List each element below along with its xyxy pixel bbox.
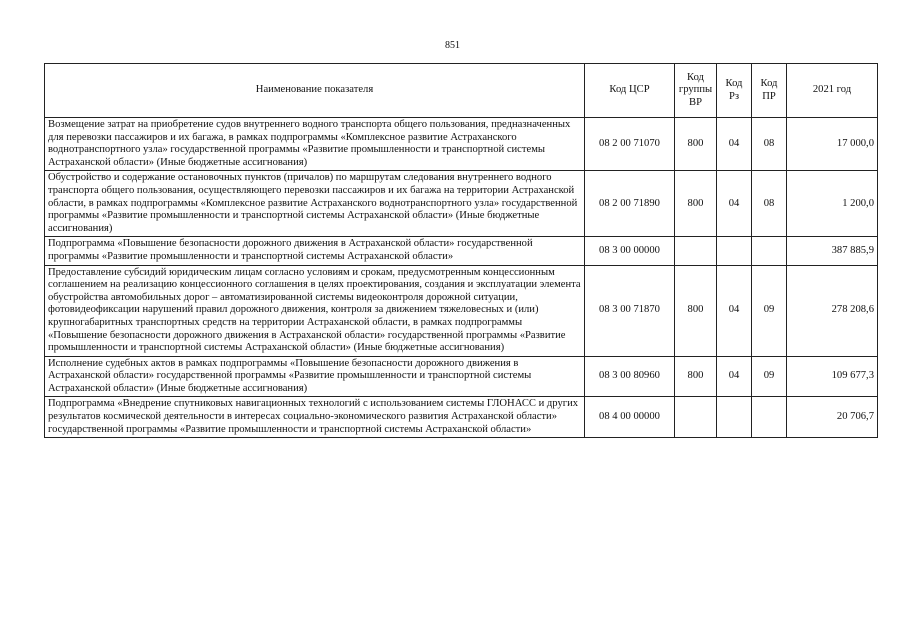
header-csr: Код ЦСР — [585, 64, 675, 118]
row-amount: 278 208,6 — [787, 265, 878, 356]
table-row — [45, 118, 878, 171]
row-pr: 08 — [752, 171, 787, 237]
row-vr: 800 — [675, 118, 717, 171]
row-vr — [675, 237, 717, 265]
row-csr: 08 3 00 71870 — [585, 265, 675, 356]
row-vr — [675, 397, 717, 438]
row-name: Подпрограмма «Внедрение спутниковых навигационных технологий с использованием системы ГЛОНАСС и других результатов космической деятельности в интересах социально-экономического развития Астраханской области» государственной программы «Развитие промышленности и транспортной системы Астраханской области» — [45, 397, 585, 438]
row-rz — [717, 237, 752, 265]
header-pr: Код ПР — [752, 64, 787, 118]
row-rz: 04 — [717, 356, 752, 397]
table-row — [45, 265, 878, 356]
header-name: Наименование показателя — [45, 64, 585, 118]
row-csr: 08 4 00 00000 — [585, 397, 675, 438]
row-pr — [752, 397, 787, 438]
row-amount: 17 000,0 — [787, 118, 878, 171]
header-year: 2021 год — [787, 64, 878, 118]
header-rz: Код Рз — [717, 64, 752, 118]
row-amount: 20 706,7 — [787, 397, 878, 438]
row-csr: 08 2 00 71070 — [585, 118, 675, 171]
row-pr: 09 — [752, 356, 787, 397]
row-vr: 800 — [675, 356, 717, 397]
row-pr: 08 — [752, 118, 787, 171]
row-csr: 08 3 00 00000 — [585, 237, 675, 265]
header-vr: Код группы ВР — [675, 64, 717, 118]
row-csr: 08 2 00 71890 — [585, 171, 675, 237]
row-pr — [752, 237, 787, 265]
row-csr: 08 3 00 80960 — [585, 356, 675, 397]
row-rz: 04 — [717, 118, 752, 171]
row-rz: 04 — [717, 171, 752, 237]
table-row — [45, 397, 878, 438]
row-name: Подпрограмма «Повышение безопасности дорожного движения в Астраханской области» государственной программы «Развитие промышленности и транспортной системы Астраханской области» — [45, 237, 585, 265]
row-name: Предоставление субсидий юридическим лицам согласно условиям и срокам, предусмотренным концессионным соглашением на реализацию концессионного соглашения в целях проектирования, создания и эксплуатации элемента обустройства автомобильных дорог – автоматизированной системы видеоконтроля дорожной ситуации, фотовидеофиксации нарушений правил дорожного движения, контроля за движением тяжеловесных и (или) крупногабаритных транспортных средств на территории Астраханской области, в рамках подпрограммы «Повышение безопасности дорожного движения в Астраханской области» государственной программы «Развитие промышленности и транспортной системы Астраханской области» (Иные бюджетные ассигнования) — [45, 265, 585, 356]
row-name: Исполнение судебных актов в рамках подпрограммы «Повышение безопасности дорожного движения в Астраханской области» государственной программы «Развитие промышленности и транспортной системы Астраханской области» (Иные бюджетные ассигнования) — [45, 356, 585, 397]
row-amount: 387 885,9 — [787, 237, 878, 265]
table-header-row — [45, 64, 878, 118]
row-vr: 800 — [675, 265, 717, 356]
table-row — [45, 237, 878, 265]
table-row — [45, 356, 878, 397]
row-pr: 09 — [752, 265, 787, 356]
table-row — [45, 171, 878, 237]
page-number: 851 — [445, 40, 460, 51]
budget-table — [44, 63, 878, 438]
row-rz: 04 — [717, 265, 752, 356]
row-rz — [717, 397, 752, 438]
row-amount: 1 200,0 — [787, 171, 878, 237]
row-amount: 109 677,3 — [787, 356, 878, 397]
row-vr: 800 — [675, 171, 717, 237]
row-name: Возмещение затрат на приобретение судов внутреннего водного транспорта общего пользования, предназначенных для перевозки пассажиров и их багажа, в рамках подпрограммы «Комплексное развитие Астраханского воднотранспортного узла» государственной программы «Развитие промышленности и транспортной системы Астраханской области» (Иные бюджетные ассигнования) — [45, 118, 585, 171]
row-name: Обустройство и содержание остановочных пунктов (причалов) по маршрутам следования внутреннего водного транспорта общего пользования, осуществляющего перевозки пассажиров и их багажа на территории Астраханской области, в рамках подпрограммы «Комплексное развитие Астраханского воднотранспортного узла» государственной программы «Развитие промышленности и транспортной системы Астраханской области» (Иные бюджетные ассигнования) — [45, 171, 585, 237]
